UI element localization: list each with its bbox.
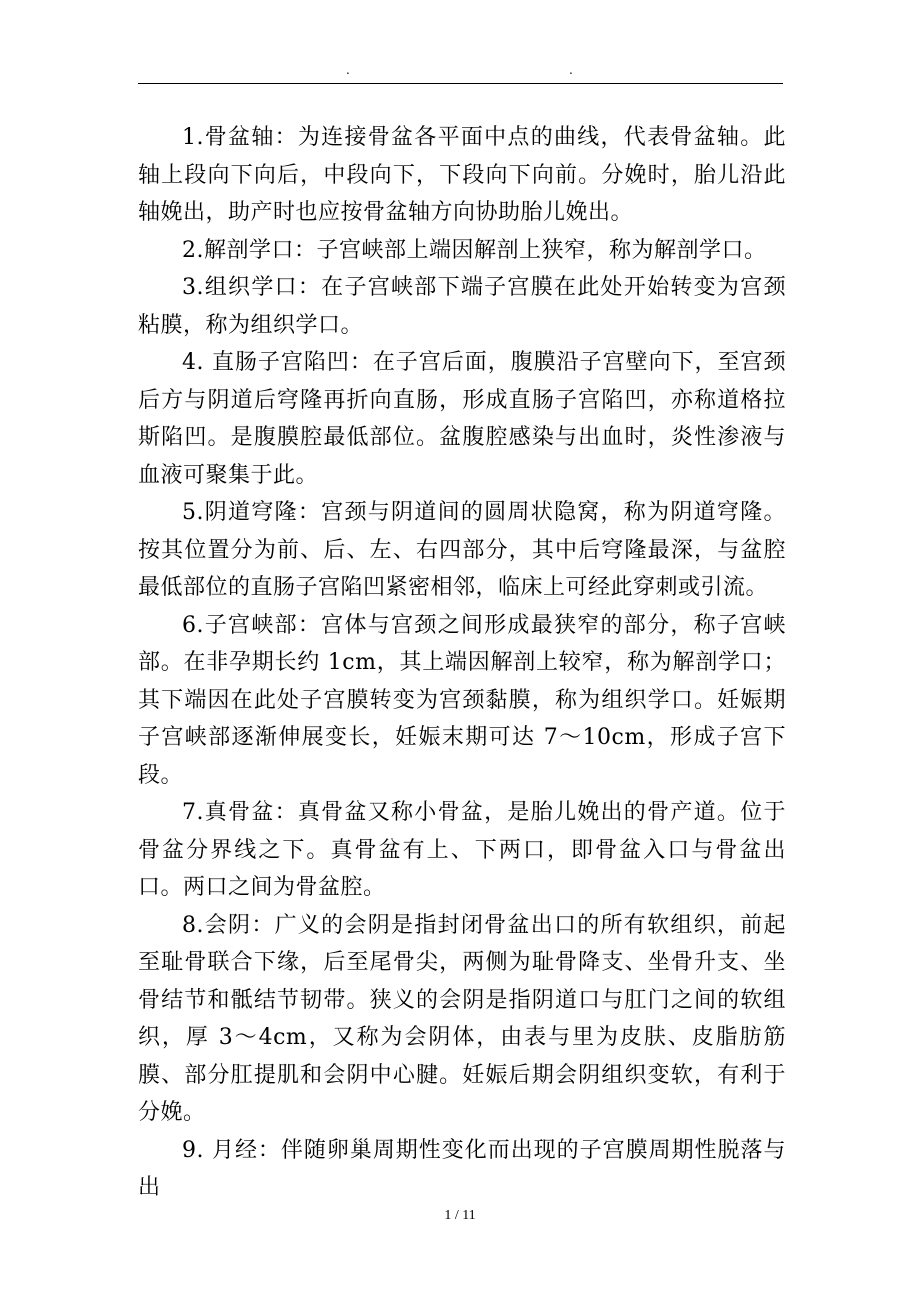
paragraph-menstruation: 9. 月经：伴随卵巢周期性变化而出现的子宫膜周期性脱落与出: [138, 1137, 786, 1200]
paragraph-perineum: 8.会阴：广义的会阴是指封闭骨盆出口的所有软组织，前起至耻骨联合下缘，后至尾骨尖，两侧为耻骨降支、坐骨升支、坐骨结节和骶结节韧带。狭义的会阴是指阴道口与肛门之间的软组织，厚 3～4cm，又称为会阴体，由表与里为皮肤、皮脂肪筋膜、部分肛提肌和会阴中心腱。妊娠后期会阴组织变软，有利于分娩。: [138, 912, 786, 1125]
paragraph-uterine-isthmus: 6.子宫峡部：宫体与宫颈之间形成最狭窄的部分，称子宫峡部。在非孕期长约 1cm，其上端因解剖上较窄，称为解剖学口；其下端因在此处子宫膜转变为宫颈黏膜，称为组织学口。妊娠期子宫峡部逐渐伸展变长，妊娠末期可达 7～10cm，形成子宫下段。: [138, 612, 786, 788]
page-number: 1 / 11: [444, 1208, 476, 1223]
header-dot-right: .: [569, 63, 573, 77]
paragraph-vaginal-fornix: 5.阴道穹隆：宫颈与阴道间的圆周状隐窝，称为阴道穹隆。按其位置分为前、后、左、右四部分，其中后穹隆最深，与盆腔最低部位的直肠子宫陷凹紧密相邻，临床上可经此穿刺或引流。: [138, 500, 786, 600]
paragraph-histological-os: 3.组织学口：在子宫峡部下端子宫膜在此处开始转变为宫颈粘膜，称为组织学口。: [138, 275, 786, 338]
paragraph-rectouterine-pouch: 4. 直肠子宫陷凹：在子宫后面，腹膜沿子宫壁向下，至宫颈后方与阴道后穹隆再折向直肠，形成直肠子宫陷凹，亦称道格拉斯陷凹。是腹膜腔最低部位。盆腹腔感染与出血时，炎性渗液与血液可聚集于此。: [138, 350, 786, 488]
paragraph-true-pelvis: 7.真骨盆：真骨盆又称小骨盆，是胎儿娩出的骨产道。位于骨盆分界线之下。真骨盆有上、下两口，即骨盆入口与骨盆出口。两口之间为骨盆腔。: [138, 800, 786, 900]
header-dot-left: .: [346, 63, 350, 77]
paragraph-pelvic-axis: 1.骨盆轴：为连接骨盆各平面中点的曲线，代表骨盆轴。此轴上段向下向后，中段向下，下段向下向前。分娩时，胎儿沿此轴娩出，助产时也应按骨盆轴方向协助胎儿娩出。: [138, 125, 786, 225]
page-header: [138, 62, 783, 84]
paragraph-anatomical-os: 2.解剖学口：子宫峡部上端因解剖上狭窄，称为解剖学口。: [182, 237, 767, 263]
document-body: [138, 119, 786, 1207]
